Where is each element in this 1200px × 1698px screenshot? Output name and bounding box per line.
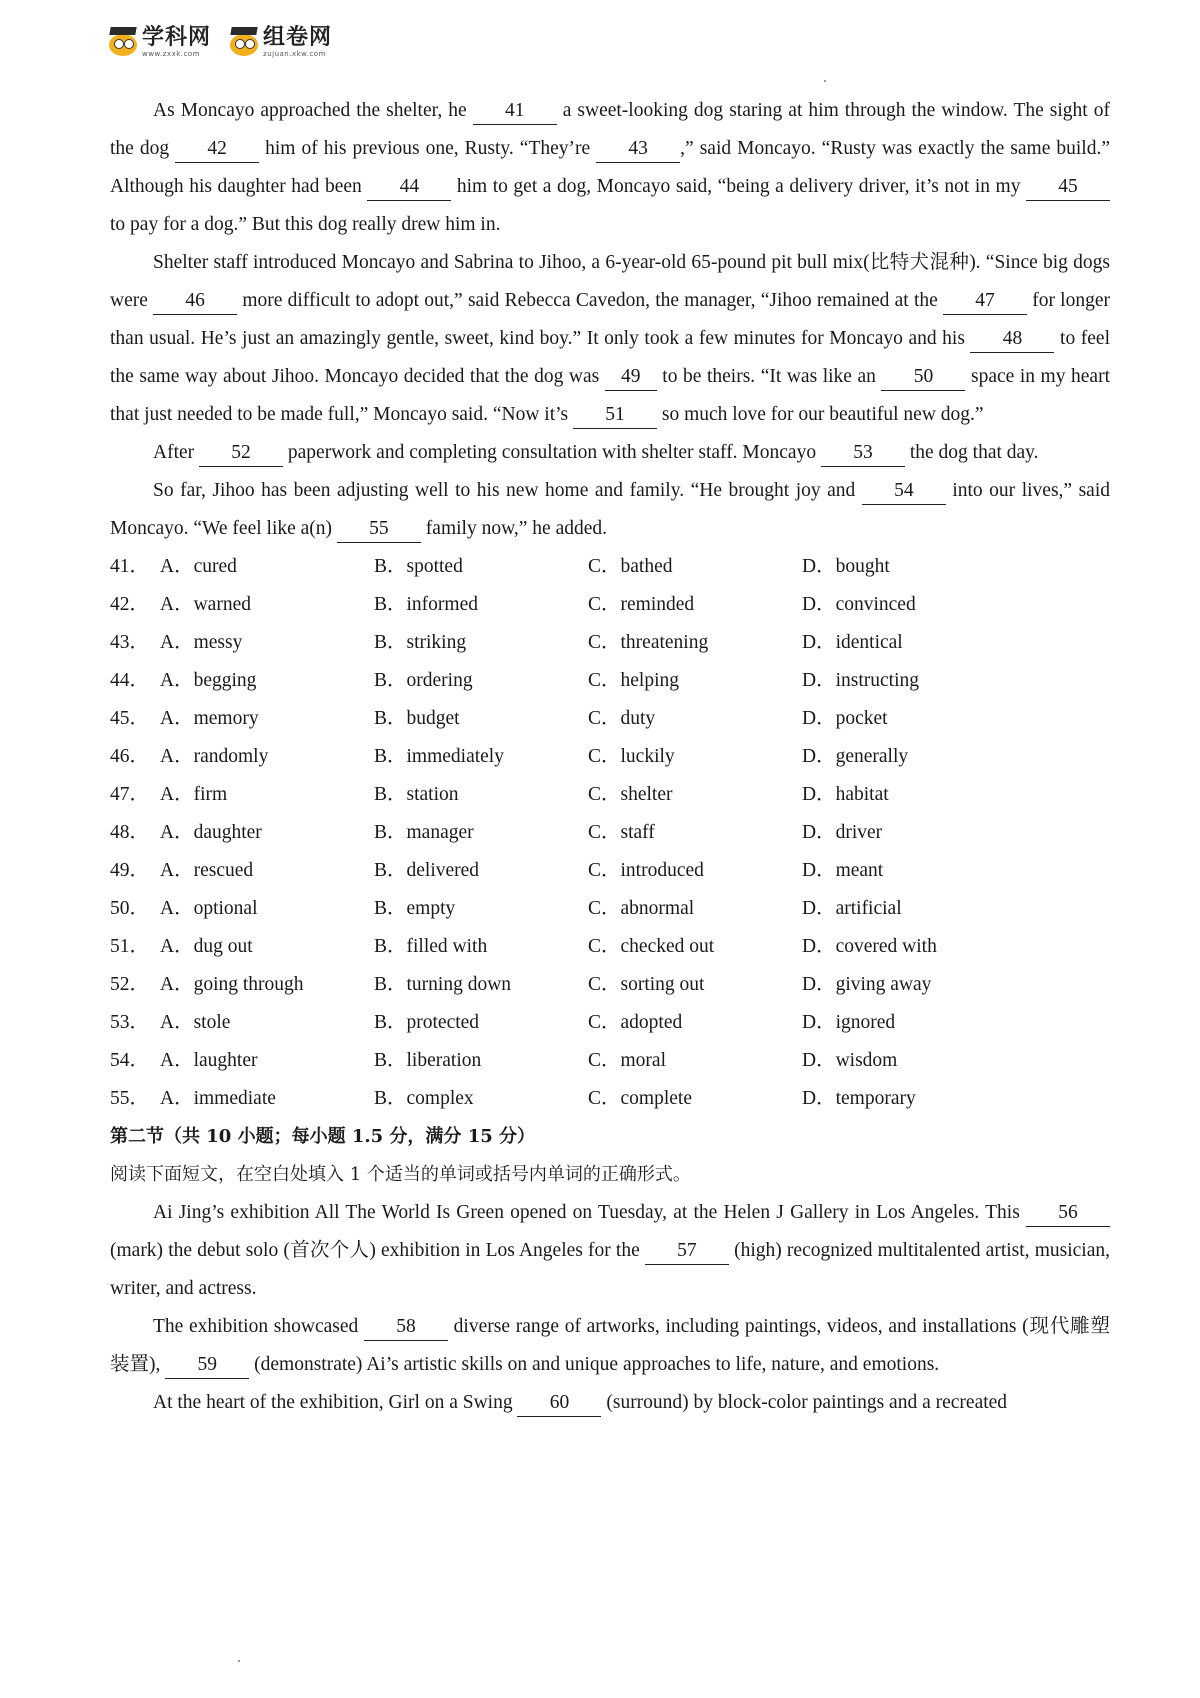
question-45-options	[110, 700, 1110, 738]
option-c: C．reminded	[588, 594, 695, 615]
blank-57: 57	[645, 1238, 729, 1265]
question-48-options	[110, 814, 1110, 852]
options-list	[110, 548, 1110, 1118]
section2-heading: 第二节（共 10 小题；每小题 1.5 分，满分 15 分）	[110, 1126, 536, 1147]
option-d: D．ignored	[802, 1012, 896, 1033]
option-a: A．dug out	[160, 936, 253, 957]
option-c: C．threatening	[588, 632, 709, 653]
blank-49: 49	[605, 364, 657, 391]
exam-content	[110, 92, 1110, 1422]
blank-58: 58	[364, 1314, 448, 1341]
question-41-options	[110, 548, 1110, 586]
question-53-options	[110, 1004, 1110, 1042]
option-d: D．artificial	[802, 898, 902, 919]
owl-mascot-icon	[229, 27, 259, 57]
question-number: 46．	[110, 746, 150, 767]
blank-43: 43	[596, 136, 680, 163]
zujuan-logo	[229, 24, 333, 58]
blank-46: 46	[153, 288, 237, 315]
question-46-options	[110, 738, 1110, 776]
passage1-paragraph2: Shelter staff introduced Moncayo and Sabrina to Jihoo, a 6-year-old 65-pound pit bull mix(比特犬混种). “Since big dogs were 46 more difficult to adopt out,” said Rebecca Cavedon, the manager, “Jihoo remained at the 47 for longer than usual. He’s just an amazingly gentle, sweet, kind boy.” It only took a few minutes for Moncayo and his 48 to feel the same way about Jihoo. Moncayo decided that the dog was 49 to be theirs. “It was like an 50 space in my heart that just needed to be made full,” Moncayo said. “Now it’s 51 so much love for our beautiful new dog.”	[110, 244, 1110, 434]
question-number: 48．	[110, 822, 150, 843]
option-a: A．rescued	[160, 860, 254, 881]
option-c: C．bathed	[588, 556, 673, 577]
option-c: C．staff	[588, 822, 655, 843]
zxxk-logo-name: 学科网	[142, 24, 212, 50]
option-a: A．optional	[160, 898, 258, 919]
option-c: C．adopted	[588, 1012, 683, 1033]
option-c: C．luckily	[588, 746, 675, 767]
option-d: D．bought	[802, 556, 890, 577]
option-a: A．randomly	[160, 746, 269, 767]
question-55-options	[110, 1080, 1110, 1118]
option-b: B．filled with	[374, 936, 488, 957]
blank-47: 47	[943, 288, 1027, 315]
passage1-paragraph3: After 52 paperwork and completing consultation with shelter staff. Moncayo 53 the dog that day.	[110, 434, 1110, 472]
option-b: B．protected	[374, 1012, 480, 1033]
blank-55: 55	[337, 516, 421, 543]
question-number: 50．	[110, 898, 150, 919]
option-b: B．striking	[374, 632, 467, 653]
option-b: B．manager	[374, 822, 474, 843]
option-a: A．begging	[160, 670, 257, 691]
option-a: A．stole	[160, 1012, 231, 1033]
option-d: D．covered with	[802, 936, 937, 957]
blank-41: 41	[473, 98, 557, 125]
option-a: A．laughter	[160, 1050, 258, 1071]
question-51-options	[110, 928, 1110, 966]
question-number: 54．	[110, 1050, 150, 1071]
option-b: B．empty	[374, 898, 456, 919]
option-b: B．liberation	[374, 1050, 482, 1071]
question-number: 42．	[110, 594, 150, 615]
option-d: D．wisdom	[802, 1050, 898, 1071]
question-number: 51．	[110, 936, 150, 957]
blank-53: 53	[821, 440, 905, 467]
option-b: B．delivered	[374, 860, 480, 881]
option-b: B．informed	[374, 594, 478, 615]
option-c: C．moral	[588, 1050, 666, 1071]
option-d: D．temporary	[802, 1088, 916, 1109]
blank-54: 54	[862, 478, 946, 505]
option-b: B．ordering	[374, 670, 473, 691]
option-d: D．identical	[802, 632, 903, 653]
option-a: A．immediate	[160, 1088, 276, 1109]
section2-instruction: 阅读下面短文，在空白处填入 1 个适当的单词或括号内单词的正确形式。	[110, 1164, 691, 1185]
question-number: 41．	[110, 556, 150, 577]
passage2-paragraph1: Ai Jing’s exhibition All The World Is Green opened on Tuesday, at the Helen J Gallery in Los Angeles. This 56 (mark) the debut solo (首次个人) exhibition in Los Angeles for the 57 (high) recognized multitalented artist, musician, writer, and actress.	[110, 1202, 1110, 1299]
question-number: 44．	[110, 670, 150, 691]
option-a: A．memory	[160, 708, 259, 729]
question-number: 49．	[110, 860, 150, 881]
option-d: D．habitat	[802, 784, 889, 805]
blank-60: 60	[517, 1390, 601, 1417]
blank-48: 48	[970, 326, 1054, 353]
question-54-options	[110, 1042, 1110, 1080]
scan-speck	[824, 80, 826, 82]
option-b: B．complex	[374, 1088, 474, 1109]
option-a: A．messy	[160, 632, 243, 653]
blank-56: 56	[1026, 1200, 1110, 1227]
option-c: C．helping	[588, 670, 679, 691]
header-logos	[108, 20, 350, 64]
option-c: C．sorting out	[588, 974, 705, 995]
question-43-options	[110, 624, 1110, 662]
passage1-paragraph4: So far, Jihoo has been adjusting well to his new home and family. “He brought joy and 54 into our lives,” said Moncayo. “We feel like a(n) 55 family now,” he added.	[110, 472, 1110, 548]
blank-51: 51	[573, 402, 657, 429]
option-a: A．cured	[160, 556, 237, 577]
option-c: C．shelter	[588, 784, 673, 805]
question-44-options	[110, 662, 1110, 700]
option-b: B．turning down	[374, 974, 512, 995]
question-42-options	[110, 586, 1110, 624]
option-d: D．convinced	[802, 594, 916, 615]
zujuan-logo-name: 组卷网	[263, 24, 333, 50]
blank-42: 42	[175, 136, 259, 163]
option-c: C．abnormal	[588, 898, 695, 919]
blank-44: 44	[367, 174, 451, 201]
option-d: D．pocket	[802, 708, 888, 729]
blank-50: 50	[881, 364, 965, 391]
option-d: D．generally	[802, 746, 909, 767]
option-c: C．checked out	[588, 936, 715, 957]
option-a: A．going through	[160, 974, 304, 995]
passage2-paragraph2: The exhibition showcased 58 diverse range of artworks, including paintings, videos, and installations (现代雕塑装置), 59 (demonstrate) Ai’s artistic skills on and unique approaches to life, nature, and emotions.	[110, 1308, 1110, 1384]
option-b: B．spotted	[374, 556, 463, 577]
scan-speck	[238, 1660, 240, 1662]
question-49-options	[110, 852, 1110, 890]
option-d: D．instructing	[802, 670, 919, 691]
zujuan-logo-url: zujuan.xkw.com	[263, 49, 326, 58]
passage2-paragraph3: At the heart of the exhibition, Girl on a Swing 60 (surround) by block-color paintings and a recreated	[110, 1384, 1110, 1422]
option-b: B．immediately	[374, 746, 504, 767]
option-a: A．warned	[160, 594, 251, 615]
question-number: 43．	[110, 632, 150, 653]
zxxk-logo-url: www.zxxk.com	[142, 49, 200, 58]
question-52-options	[110, 966, 1110, 1004]
option-d: D．driver	[802, 822, 883, 843]
blank-45: 45	[1026, 174, 1110, 201]
blank-59: 59	[165, 1352, 249, 1379]
question-47-options	[110, 776, 1110, 814]
option-b: B．budget	[374, 708, 460, 729]
owl-mascot-icon	[108, 27, 138, 57]
zxxk-logo	[108, 24, 212, 58]
option-a: A．daughter	[160, 822, 262, 843]
option-d: D．meant	[802, 860, 884, 881]
question-number: 45．	[110, 708, 150, 729]
option-d: D．giving away	[802, 974, 932, 995]
option-c: C．introduced	[588, 860, 704, 881]
question-number: 52．	[110, 974, 150, 995]
option-c: C．duty	[588, 708, 656, 729]
option-b: B．station	[374, 784, 459, 805]
question-number: 55．	[110, 1088, 150, 1109]
question-number: 47．	[110, 784, 150, 805]
question-number: 53．	[110, 1012, 150, 1033]
passage1-paragraph1: As Moncayo approached the shelter, he 41 a sweet-looking dog staring at him through the window. The sight of the dog 42 him of his previous one, Rusty. “They’re 43 ,” said Moncayo. “Rusty was exactly the same build.” Although his daughter had been 44 him to get a dog, Moncayo said, “being a delivery driver, it’s not in my 45 to pay for a dog.” But this dog really drew him in.	[110, 100, 1111, 235]
option-c: C．complete	[588, 1088, 692, 1109]
question-50-options	[110, 890, 1110, 928]
option-a: A．firm	[160, 784, 228, 805]
blank-52: 52	[199, 440, 283, 467]
